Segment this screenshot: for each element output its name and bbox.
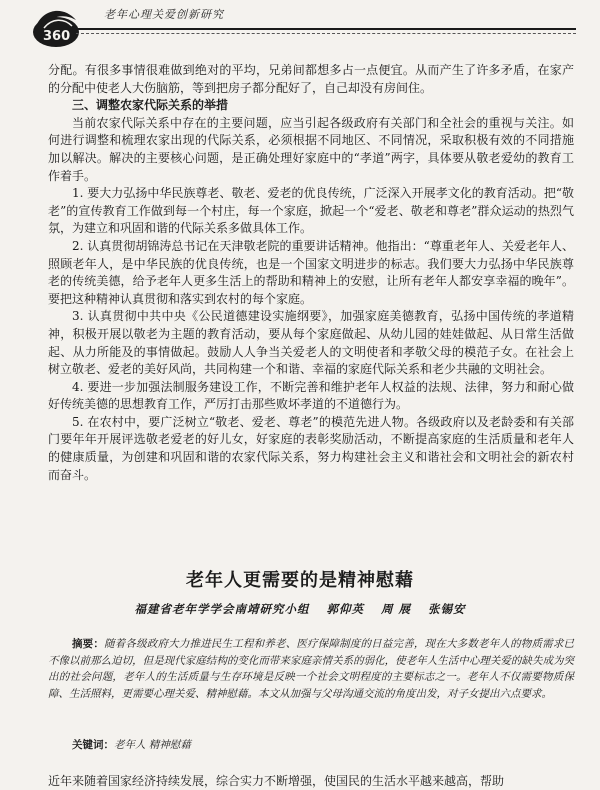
measure-item-5: 5. 在农村中，要广泛树立“敬老、爱老、尊老”的模范先进人物。各级政府以及老龄委和有关部门要年年开展评选敬老爱老的好儿女，好家庭的表彰奖励活动，不断提高家庭的生活质量和老年人的健康质量，为创建和巩固和谐的农家代际关系，努力构建社会主义和谐社会和文明社会的新农村而奋斗。 xyxy=(48,414,574,482)
measure-item-4: 4. 要进一步加强法制服务建设工作，不断完善和维护老年人权益的法规、法律，努力和耐心做好传统美德的思想教育工作，严厉打击那些败坏孝道的不道德行为。 xyxy=(48,379,574,412)
section-heading: 三、调整农家代际关系的举措 xyxy=(72,98,229,113)
body-text xyxy=(48,62,574,484)
abstract-label: 摘要： xyxy=(72,638,105,650)
journal-logo-icon xyxy=(30,6,82,50)
measure-item-1: 1. 要大力弘扬中华民族尊老、敬老、爱老的优良传统，广泛深入开展孝文化的教育活动。把“敬老”的宣传教育工作做到每一个村庄，每一个家庭，掀起一个“爱老、敬老和尊老”群众运动的热烈气氛，为建立和巩固和谐的代际关系多做具体工作。 xyxy=(48,186,574,236)
abstract-text: 随着各级政府大力推进民生工程和养老、医疗保障制度的日益完善，现在大多数老年人的物质需求已不像以前那么迫切，但是现代家庭结构的变化而带来家庭亲情关系的弱化，使老年人生活中心理关爱的缺失成为突出的社会问题，老年人的生活质量与生存环境是反映一个社会文明程度的主要标志之一。老年人不仅需要物质保障、生活照料，更需要心理关爱、精神慰藉。本文从加强与父母沟通交流的角度出发，对子女提出六点要求。 xyxy=(48,638,575,700)
continuation-paragraph: 分配。有很多事情很难做到绝对的平均，兄弟间都想多占一点便宜。从而产生了许多矛盾，在家产的分配中使老人大伤脑筋，等到把房子都分配好了，自己却没有房间住。 xyxy=(48,63,574,95)
keywords-text: 老年人 精神慰藉 xyxy=(114,739,191,751)
measure-item-2: 2. 认真贯彻胡锦涛总书记在天津敬老院的重要讲话精神。他指出：“尊重老年人、关爱老年人、照顾老年人，是中华民族的优良传统，也是一个国家文明进步的标志。我们要大力弘扬中华民族尊老的传统美德，给予老年人更多生活上的帮助和精神上的安慰，让所有老年人都安享幸福的晚年”。要把这种精神认真贯彻和落实到农村的每个家庭。 xyxy=(48,238,574,306)
logo-number: 360 xyxy=(43,29,71,44)
keywords xyxy=(72,737,191,752)
author-name: 周 展 xyxy=(381,602,412,616)
body-first-line: 近年来随着国家经济持续发展，综合实力不断增强，使国民的生活水平越来越高，帮助 xyxy=(48,774,505,788)
measure-item-3: 3. 认真贯彻中共中央《公民道德建设实施纲要》，加强家庭美德教育，弘扬中国传统的孝道精神，积极开展以敬老为主题的教育活动，要从每个家庭做起、从幼儿园的娃娃做起、从日常生活做起、从力所能及的事情做起。鼓励人人争当关爱老人的文明使者和孝敬父母的模范子女。在社会上树立敬老、爱老的美好风尚，共同构建一个和谐、幸福的家庭代际关系和老少共融的文明社会。 xyxy=(48,309,574,377)
keywords-label: 关键词： xyxy=(72,739,114,751)
article-title: 老年人更需要的是精神慰藉 xyxy=(186,570,414,591)
section-intro: 当前农家代际关系中存在的主要问题，应当引起各级政府有关部门和全社会的重视与关注。如何进行调整和梳理农家出现的代际关系，必须根据不同地区、不同情况，采取积极有效的不同措施加以解决。解决的主要核心问题，是正确处理好家庭中的“孝道”两字，具体要从敬老爱幼的教育工作着手。 xyxy=(48,115,574,183)
page-header xyxy=(0,0,600,62)
byline xyxy=(0,601,600,617)
author-name: 郭仰英 xyxy=(326,602,364,616)
author-affiliation: 福建省老年学学会南靖研究小组 xyxy=(134,602,310,616)
abstract xyxy=(48,636,574,702)
journal-title: 老年心理关爱创新研究 xyxy=(104,8,224,21)
author-name: 张锡安 xyxy=(428,602,466,616)
header-divider xyxy=(76,28,576,34)
